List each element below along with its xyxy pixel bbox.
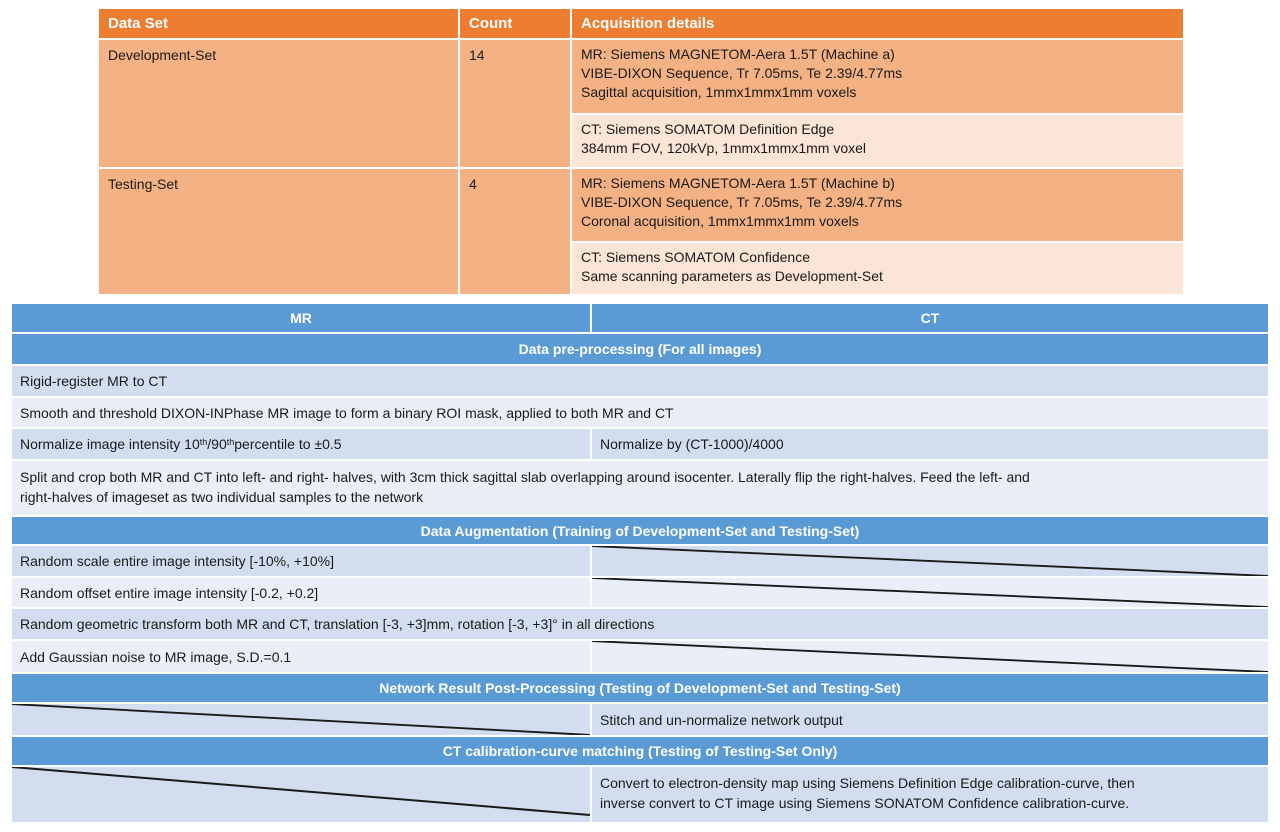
ct-line: 384mm FOV, 120kVp, 1mmx1mmx1mm voxel — [581, 140, 867, 156]
table-row — [12, 704, 1268, 737]
dataset-count: 4 — [460, 169, 572, 294]
section-title: Network Result Post-Processing (Testing of Development-Set and Testing-Set) — [379, 680, 901, 696]
step-line: Split and crop both MR and CT into left- and right- halves, with 3cm thick sagittal slab overlapping around isocenter. Laterally flip the right-halves. Feed the left- and — [20, 469, 1030, 485]
mr-normalize-step — [12, 429, 592, 459]
empty-cell — [12, 767, 592, 822]
superscript: th — [226, 437, 235, 447]
step-line: right-halves of imageset as two individual samples to the network — [20, 489, 424, 505]
step-text: Stitch and un-normalize network output — [600, 711, 843, 728]
table-row — [12, 578, 1268, 609]
table-row — [12, 609, 1268, 641]
section-augmentation — [12, 517, 1268, 546]
table-row — [12, 461, 1268, 517]
section-title: CT calibration-curve matching (Testing of Testing-Set Only) — [442, 743, 838, 759]
step-text — [12, 461, 1268, 515]
dataset-name: Development-Set — [99, 40, 460, 167]
ct-acquisition — [572, 115, 1183, 167]
table-row — [12, 398, 1268, 429]
mr-line: MR: Siemens MAGNETOM-Aera 1.5T (Machine b) — [581, 175, 895, 191]
section-calibration — [12, 737, 1268, 767]
header-count: Count — [460, 9, 572, 38]
header-data-set: Data Set — [99, 9, 460, 38]
section-title: Data Augmentation (Training of Development-Set and Testing-Set) — [420, 522, 860, 539]
header-acquisition-details: Acquisition details — [581, 15, 715, 32]
header-mr: MR — [12, 304, 592, 332]
step-text: Rigid-register MR to CT — [20, 373, 168, 389]
diagonal-strike — [592, 641, 1268, 672]
step-text: Smooth and threshold DIXON-INPhase MR image to form a binary ROI mask, applied to both MR and CT — [20, 404, 674, 421]
ct-acquisition — [572, 243, 1183, 294]
acquisition-details — [572, 169, 1183, 294]
step-text: Random scale entire image intensity [-10%, +10%] — [12, 546, 592, 576]
mr-line: Sagittal acquisition, 1mmx1mmx1mm voxels — [581, 84, 857, 100]
mr-line: MR: Siemens MAGNETOM-Aera 1.5T (Machine a) — [581, 46, 895, 62]
mr-line: Coronal acquisition, 1mmx1mmx1mm voxels — [581, 213, 859, 229]
step-text: Normalize image intensity 10 — [20, 436, 200, 452]
ct-line: CT: Siemens SOMATOM Definition Edge — [581, 121, 835, 137]
dataset-row-testing — [99, 169, 1183, 294]
superscript: th — [199, 437, 208, 447]
diagonal-strike — [592, 546, 1268, 576]
table-row — [12, 429, 1268, 461]
table-row — [12, 641, 1268, 674]
dataset-name: Testing-Set — [99, 169, 460, 294]
dataset-row-development — [99, 40, 1183, 169]
mr-line: VIBE-DIXON Sequence, Tr 7.05ms, Te 2.39/4.77ms — [581, 194, 903, 210]
pipeline-table — [12, 304, 1268, 822]
dataset-count: 14 — [460, 40, 572, 167]
dataset-table — [99, 9, 1183, 294]
step-text: Random geometric transform both MR and CT, translation [-3, +3]mm, rotation [-3, +3]° in all directions — [20, 616, 655, 632]
pipeline-table-header — [12, 304, 1268, 334]
empty-cell — [592, 641, 1268, 672]
step-text: /90 — [207, 436, 227, 452]
empty-cell — [592, 578, 1268, 607]
table-row — [12, 546, 1268, 578]
diagonal-strike — [12, 704, 590, 735]
mr-line: VIBE-DIXON Sequence, Tr 7.05ms, Te 2.39/4.77ms — [581, 65, 903, 81]
table-row — [12, 366, 1268, 398]
step-text: percentile to ±0.5 — [234, 436, 342, 452]
diagonal-strike — [12, 767, 590, 822]
step-text: Random offset entire image intensity [-0.2, +0.2] — [12, 578, 592, 607]
empty-cell — [12, 704, 592, 735]
dataset-table-header — [99, 9, 1183, 40]
step-text — [592, 767, 1268, 822]
section-title: Data pre-processing (For all images) — [518, 341, 762, 357]
mr-acquisition — [572, 169, 1183, 243]
section-preprocessing — [12, 334, 1268, 366]
step-line: inverse convert to CT image using Siemens SONATOM Confidence calibration-curve. — [600, 795, 1130, 811]
empty-cell — [592, 546, 1268, 576]
section-postprocessing — [12, 674, 1268, 704]
diagonal-strike — [592, 578, 1268, 607]
mr-acquisition — [572, 40, 1183, 115]
step-text: Add Gaussian noise to MR image, S.D.=0.1 — [12, 641, 592, 672]
step-line: Convert to electron-density map using Siemens Definition Edge calibration-curve, then — [600, 775, 1135, 791]
acquisition-details — [572, 40, 1183, 167]
ct-normalize-step: Normalize by (CT-1000)/4000 — [600, 436, 784, 452]
ct-line: Same scanning parameters as Development-Set — [581, 268, 883, 284]
header-ct: CT — [920, 310, 940, 326]
ct-line: CT: Siemens SOMATOM Confidence — [581, 249, 811, 265]
table-row — [12, 767, 1268, 822]
